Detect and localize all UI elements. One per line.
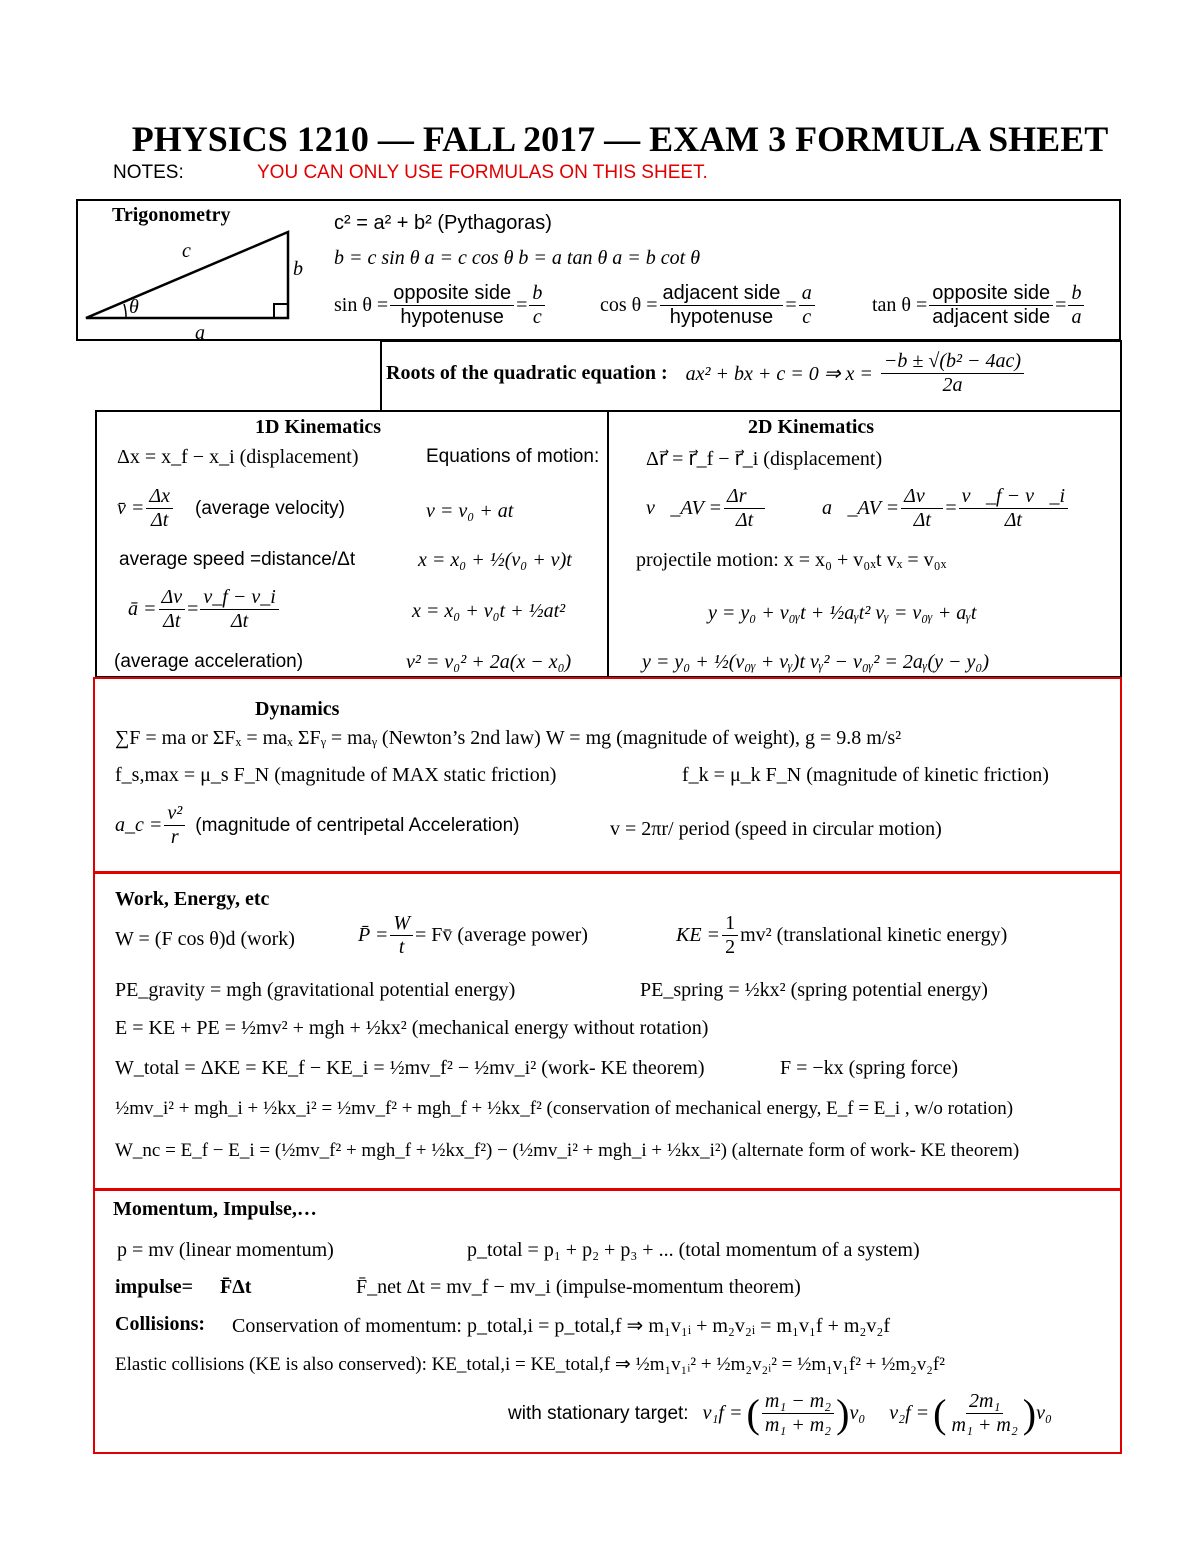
tan-num: opposite side [929, 282, 1053, 306]
ac-den: r [170, 826, 179, 848]
sin-den: hypotenuse [400, 306, 504, 328]
power-den: t [398, 936, 405, 958]
work-conservation: ½mv_i² + mgh_i + ½kx_i² = ½mv_f² + mgh_f + ½kx_f² (conservation of mechanical energy, E_f = E_i , w/o rotation) [115, 1098, 1014, 1119]
ke-lhs: KE = [676, 924, 721, 946]
collisions-conservation: Conservation of momentum: p_total,i = p_total,f ⇒ m₁v₁ᵢ + m₂v₂ᵢ = m₁v₁f + m₂v₂f [232, 1315, 891, 1337]
v1f-den: m₁ + m₂ [764, 1414, 832, 1436]
vavg-num: Δx [146, 485, 173, 509]
aav-num1: Δv⃗ [901, 485, 943, 509]
tan-ratio-num: b [1068, 282, 1084, 306]
ac-num: v² [164, 802, 185, 826]
quadratic-num: −b ± √(b² − 4ac) [881, 350, 1024, 374]
ke-num: 1 [722, 912, 738, 936]
aav-lhs: a⃗_AV = [822, 497, 900, 519]
aavg-num2: v_f − v_i [200, 586, 278, 610]
v1f-tail: v₀ [849, 1402, 866, 1424]
aavg-num1: Δv [159, 586, 186, 610]
kin1d-avg-velocity [117, 485, 345, 532]
power-lhs: P̄ = [358, 924, 389, 946]
sin-ratio-den: c [532, 306, 542, 328]
dynamics-circular-speed: v = 2πr/ period (speed in circular motion) [610, 818, 942, 840]
aav-num2: v⃗_f − v⃗_i [959, 485, 1068, 509]
stationary-label: with stationary target: [508, 1402, 689, 1424]
ac-lhs: a_c = [115, 814, 163, 836]
dynamics-newton: ∑F = ma or ΣFₓ = maₓ ΣFᵧ = maᵧ (Newton’s 2nd law) W = mg (magnitude of weight), g = 9.8 m/s² [115, 727, 902, 749]
sin-ratio-num: b [529, 282, 545, 306]
work-spring-force: F = −kx (spring force) [780, 1057, 959, 1079]
kin1d-eq4: v² = v₀² + 2a(x − x₀) [406, 651, 572, 673]
work-kinetic-energy [676, 912, 1007, 959]
notes-warning: YOU CAN ONLY USE FORMULAS ON THIS SHEET. [257, 162, 708, 183]
ac-label: (magnitude of centripetal Acceleration) [195, 814, 520, 836]
cos-ratio-den: c [802, 306, 812, 328]
work-avg-power [358, 912, 588, 959]
tan-lhs: tan θ = [872, 294, 928, 316]
impulse-theorem: F̄_net Δt = mv_f − mv_i (impulse-momentum theorem) [356, 1276, 801, 1298]
kin1d-heading: 1D Kinematics [255, 416, 382, 438]
kin1d-eom-label: Equations of motion: [426, 446, 600, 467]
quadratic-equation: ax² + bx + c = 0 ⇒ x = [685, 363, 873, 385]
kin2d-heading: 2D Kinematics [748, 416, 875, 438]
aavg-den1: Δt [163, 610, 181, 632]
cos-lhs: cos θ = [600, 294, 658, 316]
work-definition: W = (F cos θ)d (work) [115, 928, 295, 950]
v2f-den: m₁ + m₂ [951, 1414, 1018, 1436]
dynamics-kinetic-friction: f_k = μ_k F_N (magnitude of kinetic friction) [682, 764, 1049, 786]
dynamics-centripetal [115, 802, 519, 849]
quadratic-label: Roots of the quadratic equation : [386, 362, 668, 384]
work-ke-theorem: W_total = ΔKE = KE_f − KE_i = ½mv_f² − ½mv_i² (work- KE theorem) [115, 1057, 705, 1079]
sin-num: opposite side [390, 282, 514, 306]
tri-label-a: a [195, 322, 205, 344]
kin2d-y1: y = y₀ + v₀ᵧt + ½aᵧt² vᵧ = v₀ᵧ + aᵧt [708, 602, 977, 624]
dynamics-heading: Dynamics [255, 698, 340, 720]
tri-label-c: c [182, 240, 191, 262]
aav-den1: Δt [913, 509, 931, 531]
cos-ratio-num: a [799, 282, 815, 306]
kin1d-eq1: v = v₀ + at [426, 500, 514, 522]
kin1d-eq2: x = x₀ + ½(v₀ + v)t [418, 549, 572, 571]
sin-lhs: sin θ = [334, 294, 389, 316]
collisions-stationary-target: with stationary target: v₁f = ( $\frac{\text{m₁ − m₂}}{\text{m₁ + m₂}}$ ) v₀ v₂f = ( $\frac{\text{2m₁}}{\text{m₁ + m₂}}$ ) v₀ [508, 1390, 1052, 1436]
v1f-lhs: v₁f = [702, 1402, 743, 1424]
momentum-total: p_total = p₁ + p₂ + p₃ + ... (total momentum of a system) [467, 1239, 920, 1261]
kin1d-avg-speed: average speed =distance/Δt [119, 549, 356, 570]
vavg-den: Δt [151, 509, 169, 531]
kin2d-y2: y = y₀ + ½(v₀ᵧ + vᵧ)t vᵧ² − v₀ᵧ² = 2aᵧ(y − y₀) [642, 651, 990, 673]
power-rest: = Fv̄ (average power) [415, 924, 588, 946]
kin1d-eq3: x = x₀ + v₀t + ½at² [412, 600, 566, 622]
collisions-elastic: Elastic collisions (KE is also conserved): KE_total,i = KE_total,f ⇒ ½m₁v₁ᵢ² + ½m₂v₂ᵢ² = ½m₁v₁f² + ½m₂v₂f² [115, 1354, 945, 1375]
power-num: W [390, 912, 413, 936]
tan-ratio-den: a [1071, 306, 1082, 328]
vav-den: Δt [735, 509, 754, 531]
dynamics-static-friction: f_s,max = μ_s F_N (magnitude of MAX static friction) [115, 764, 557, 786]
work-alternate-form: W_nc = E_f − E_i = (½mv_f² + mgh_f + ½kx_f²) − (½mv_i² + mgh_i + ½kx_i²) (alternate form of work- KE theorem) [115, 1140, 1020, 1161]
kin1d-displacement: Δx = x_f − x_i (displacement) [117, 446, 359, 468]
notes-label: NOTES: [113, 162, 184, 183]
v2f-lhs: v₂f = [889, 1402, 930, 1424]
work-pe-spring: PE_spring = ½kx² (spring potential energy) [640, 979, 988, 1001]
work-mechanical-energy: E = KE + PE = ½mv² + mgh + ½kx² (mechanical energy without rotation) [115, 1017, 709, 1039]
quadratic-den: 2a [942, 374, 963, 396]
work-heading: Work, Energy, etc [115, 888, 270, 910]
sin-definition: sin θ = $\frac{\text{opposite side}}{\text{hypotenuse}}$ = $\frac{b}{c}$ [334, 282, 547, 329]
ke-rest: mv² (translational kinetic energy) [740, 924, 1008, 946]
v2f-num: 2m₁ [966, 1390, 1003, 1414]
tri-label-b: b [293, 258, 303, 280]
pythagoras-formula: c² = a² + b² (Pythagoras) [334, 212, 552, 234]
aavg-den2: Δt [230, 610, 249, 632]
ke-den: 2 [725, 936, 736, 958]
tan-den: adjacent side [932, 306, 1051, 328]
cos-definition: cos θ = $\frac{\text{adjacent side}}{\text{hypotenuse}}$ = $\frac{a}{c}$ [600, 282, 817, 329]
cos-den: hypotenuse [669, 306, 774, 328]
momentum-linear: p = mv (linear momentum) [117, 1239, 334, 1261]
vav-num: Δr⃗ [724, 485, 765, 509]
v2f-tail: v₀ [1036, 1402, 1052, 1424]
aavg-lhs: ā = [128, 598, 157, 620]
trig-heading: Trigonometry [112, 204, 231, 226]
right-angle-mark [274, 304, 288, 318]
vavg-lhs: v̄ = [117, 497, 145, 519]
trig-relations: b = c sin θ a = c cos θ b = a tan θ a = b cot θ [334, 247, 701, 269]
aav-den2: Δt [1004, 509, 1022, 531]
collisions-label: Collisions: [115, 1313, 206, 1335]
kin1d-avg-accel-label: (average acceleration) [114, 651, 304, 672]
angle-arc [124, 304, 126, 318]
page-title: PHYSICS 1210 — FALL 2017 — EXAM 3 FORMULA SHEET [131, 119, 1109, 159]
kin2d-avg-accel: a⃗_AV = $\frac{\Delta v⃗}{\Delta t}$ = $\frac{v⃗\_f - v⃗\_i}{\Delta t}$ [822, 485, 1070, 532]
impulse-label: impulse= [115, 1276, 194, 1298]
kin2d-projectile: projectile motion: x = x₀ + v₀ₓt vₓ = v₀ₓ [636, 549, 947, 571]
momentum-heading: Momentum, Impulse,… [113, 1198, 317, 1220]
vavg-label: (average velocity) [195, 497, 345, 519]
kin2d-avg-velocity [646, 485, 767, 532]
quadratic-formula [386, 350, 1026, 397]
impulse-formula: F̄Δt [220, 1276, 252, 1298]
cos-num: adjacent side [660, 282, 784, 306]
kin2d-displacement: Δr⃗ = r⃗_f − r⃗_i (displacement) [646, 448, 883, 470]
kin1d-avg-accel: ā = $\frac{\Delta v}{\Delta t}$ = $\frac{v\_f - v\_i}{\Delta t}$ [128, 586, 281, 633]
work-pe-gravity: PE_gravity = mgh (gravitational potential energy) [115, 979, 516, 1001]
v1f-num: m₁ − m₂ [762, 1390, 834, 1414]
tan-definition: tan θ = $\frac{\text{opposite side}}{\text{adjacent side}}$ = $\frac{b}{a}$ [872, 282, 1086, 329]
vav-lhs: v⃗_AV = [646, 497, 723, 519]
tri-label-theta: θ [129, 296, 139, 318]
